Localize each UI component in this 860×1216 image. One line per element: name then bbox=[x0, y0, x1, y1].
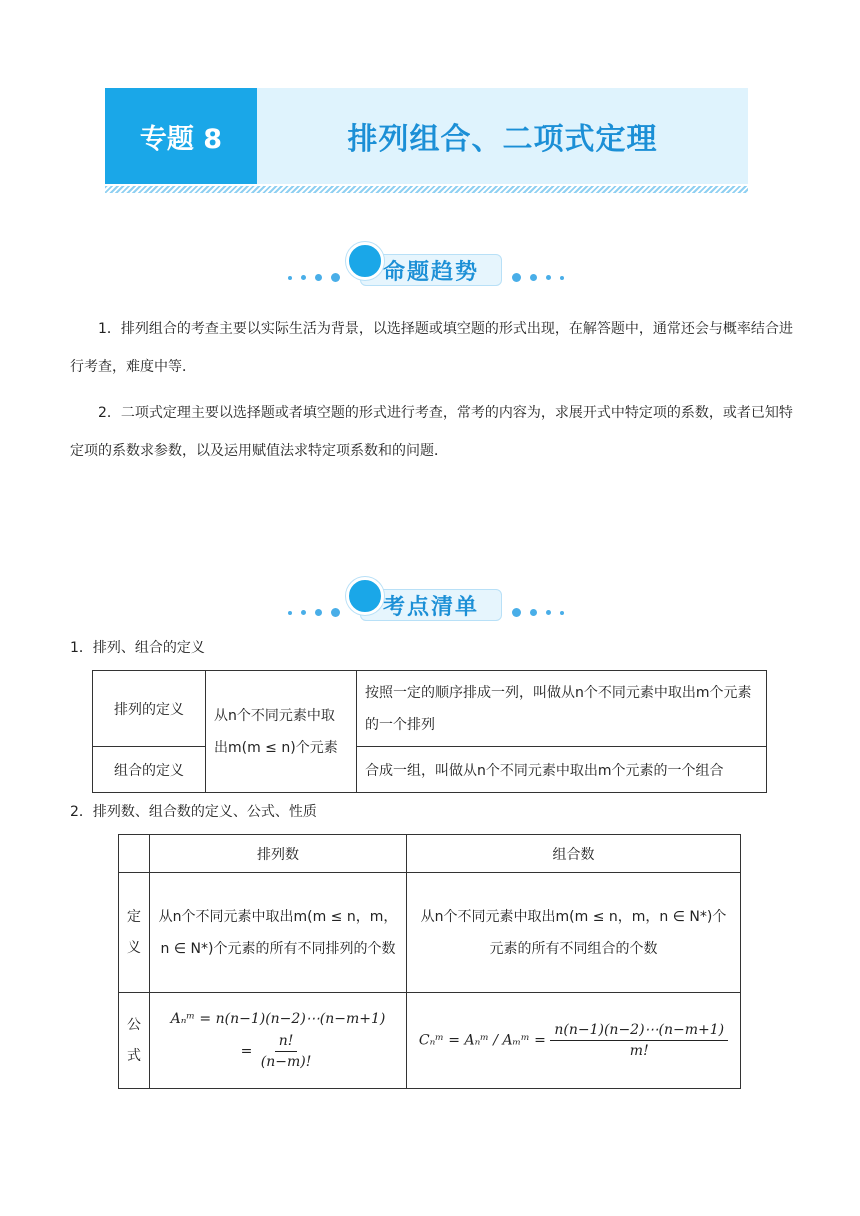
comb-def: 从n个不同元素中取出m(m ≤ n，m，n ∈ N*)个元素的所有不同组合的个数 bbox=[407, 873, 741, 993]
trend-paragraph-1: 1．排列组合的考查主要以实际生活为背景，以选择题或填空题的形式出现，在解答题中，通常还会与概率结合进行考查，难度中等． bbox=[70, 321, 793, 375]
comb-formula bbox=[407, 993, 741, 1089]
perm-def: 从n个不同元素中取出m(m ≤ n，m，n ∈ N*)个元素的所有不同排列的个数 bbox=[150, 873, 407, 993]
perm-formula-line1: Aₙᵐ = n(n−1)(n−2)⋯(n−m+1) bbox=[170, 1011, 386, 1027]
decorative-dots bbox=[288, 273, 340, 282]
trend-paragraph-2: 2．二项式定理主要以选择题或者填空题的形式进行考查，常考的内容为，求展开式中特定项的系数，或者已知特定项的系数求参数，以及运用赋值法求特定项系数和的问题． bbox=[70, 405, 793, 459]
perm-formula-fraction bbox=[257, 1033, 316, 1070]
eye-icon bbox=[346, 242, 384, 280]
topic-label: 专题 8 bbox=[105, 88, 257, 184]
list-heading-2: 2．排列数、组合数的定义、公式、性质 bbox=[70, 804, 317, 820]
row-label-formula: 公式 bbox=[119, 993, 150, 1089]
decorative-dots bbox=[512, 273, 564, 282]
corner-cell bbox=[119, 835, 150, 873]
col-header-comb: 组合数 bbox=[407, 835, 741, 873]
section-title-trend: 命题趋势 bbox=[360, 254, 502, 286]
decorative-dots bbox=[512, 608, 564, 617]
banner-stripe bbox=[105, 186, 748, 193]
comb-desc: 合成一组，叫做从n个不同元素中取出m个元素的一个组合 bbox=[357, 747, 767, 793]
eye-icon bbox=[346, 577, 384, 615]
col-header-perm: 排列数 bbox=[150, 835, 407, 873]
section-title-checklist: 考点清单 bbox=[360, 589, 502, 621]
comb-def-label: 组合的定义 bbox=[93, 747, 206, 793]
row-label-def: 定义 bbox=[119, 873, 150, 993]
perm-formula: Aₙᵐ = n(n−1)(n−2)⋯(n−m+1) = $\frac{n!}{(n-m)!}$ bbox=[150, 993, 407, 1089]
comb-fraction-denominator: m! bbox=[629, 1043, 649, 1059]
page-title: 排列组合、二项式定理 bbox=[347, 122, 658, 157]
decorative-dots bbox=[288, 608, 340, 617]
perm-desc: 按照一定的顺序排成一列，叫做从n个不同元素中取出m个元素的一个排列 bbox=[357, 671, 767, 747]
comb-formula-left: Cₙᵐ = Aₙᵐ / Aₘᵐ = bbox=[418, 1032, 546, 1049]
perm-fraction-denominator: (n−m)! bbox=[260, 1054, 312, 1070]
comb-fraction-numerator: n(n−1)(n−2)⋯(n−m+1) bbox=[550, 1022, 728, 1041]
list-heading-1: 1．排列、组合的定义 bbox=[70, 640, 205, 656]
definition-table bbox=[92, 670, 767, 793]
comb-formula-fraction bbox=[550, 1022, 728, 1059]
shared-cell: 从n个不同元素中取出m(m ≤ n)个元素 bbox=[206, 671, 357, 793]
section-heading-trend bbox=[280, 240, 580, 290]
perm-fraction-numerator: n! bbox=[275, 1033, 298, 1052]
title-banner bbox=[105, 88, 748, 184]
perm-def-label: 排列的定义 bbox=[93, 671, 206, 747]
formula-table bbox=[118, 834, 741, 1089]
section-heading-checklist bbox=[280, 575, 580, 625]
